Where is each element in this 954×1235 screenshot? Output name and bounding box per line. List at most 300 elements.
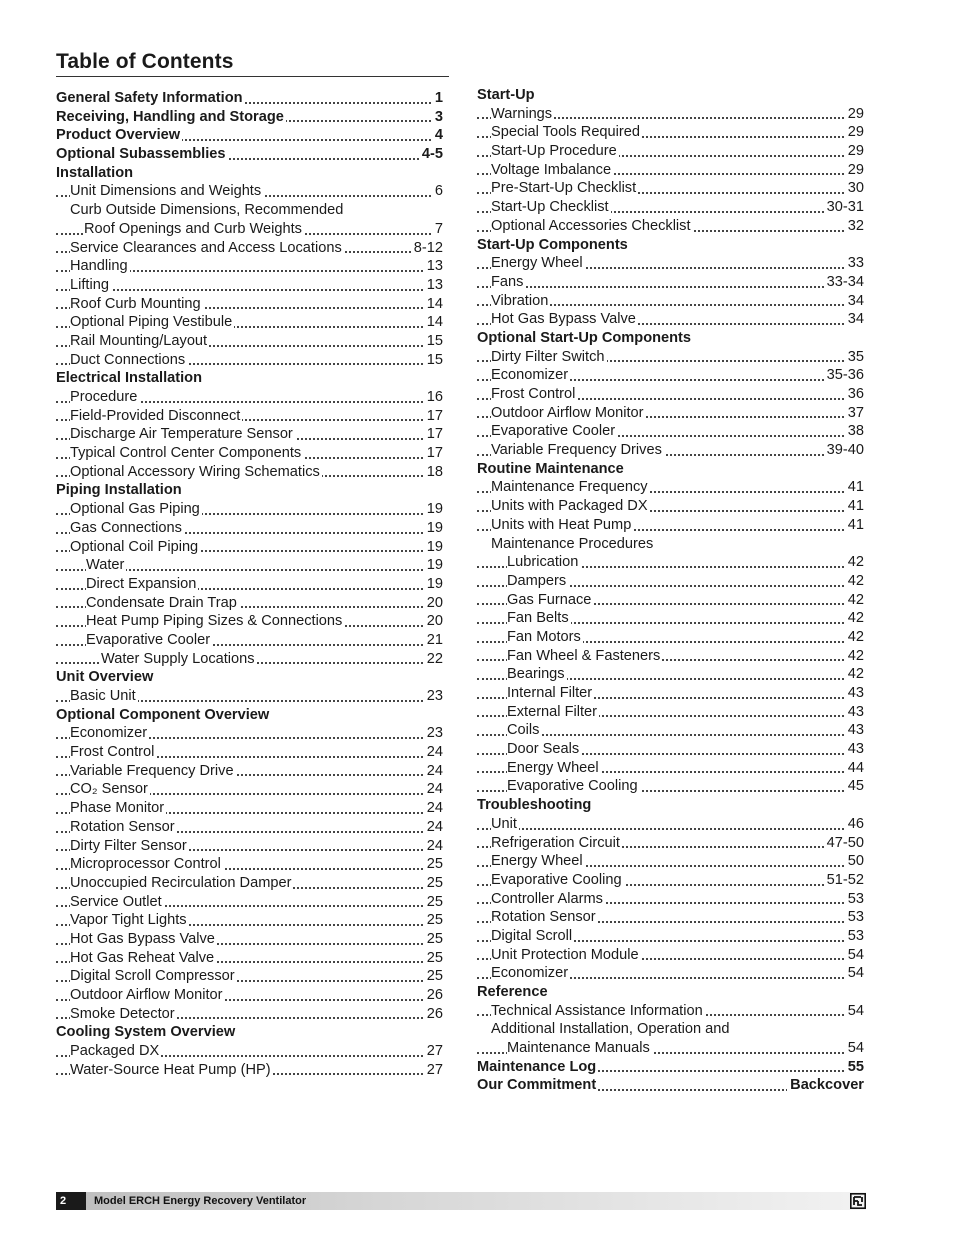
- toc-section-heading: [477, 329, 864, 348]
- toc-entry-label: Unit Dimensions and Weights: [70, 183, 262, 200]
- toc-entry-label: Optional Accessories Checklist: [491, 217, 691, 234]
- toc-entry-page: 42: [845, 609, 864, 628]
- toc-entry-label: Microprocessor Control: [70, 856, 221, 873]
- toc-entry-page: 41: [845, 516, 864, 535]
- toc-entry-label: Optional Accessory Wiring Schematics: [70, 463, 320, 480]
- toc-entry-label: Optional Start-Up Components: [477, 329, 692, 346]
- toc-entry[interactable]: [56, 594, 443, 613]
- toc-entry[interactable]: [477, 1002, 864, 1021]
- title-divider: [56, 76, 449, 77]
- toc-entry-label: Fan Wheel & Fasteners: [507, 647, 661, 664]
- toc-entry-page: 19: [424, 500, 443, 519]
- toc-entry[interactable]: [56, 874, 443, 893]
- toc-entry-label: Hot Gas Bypass Valve: [70, 930, 215, 947]
- toc-entry-label: Fan Belts: [507, 610, 569, 627]
- toc-entry-page: 23: [424, 724, 443, 743]
- toc-entry-page: 7: [432, 220, 443, 239]
- toc-entry[interactable]: [477, 647, 864, 666]
- toc-entry[interactable]: [477, 142, 864, 161]
- toc-entry[interactable]: [56, 519, 443, 538]
- toc-entry[interactable]: [477, 927, 864, 946]
- toc-entry-label: Discharge Air Temperature Sensor: [70, 426, 293, 443]
- toc-entry-label: Optional Piping Vestibule: [70, 314, 233, 331]
- toc-entry-page: 25: [424, 893, 443, 912]
- toc-entry-label: General Safety Information: [56, 90, 243, 106]
- toc-entry[interactable]: [56, 743, 443, 762]
- toc-entry-label: Roof Openings and Curb Weights: [84, 220, 302, 237]
- toc-entry-label: Start-Up: [477, 87, 535, 103]
- toc-entry-page: 34: [845, 292, 864, 311]
- toc-entry-label: Routine Maintenance: [477, 460, 624, 477]
- toc-entry-label: Coils: [507, 722, 540, 739]
- toc-entry[interactable]: [477, 964, 864, 983]
- toc-entry[interactable]: [56, 332, 443, 351]
- toc-entry-label: Service Clearances and Access Locations: [70, 239, 342, 256]
- toc-entry-label: Additional Installation, Operation and: [491, 1021, 730, 1038]
- page-footer: [56, 1192, 866, 1210]
- toc-entry-page: 4: [432, 126, 443, 145]
- toc-entry-page: 29: [845, 105, 864, 124]
- toc-entry-page: 38: [845, 422, 864, 441]
- toc-entry-label: Units with Heat Pump: [491, 516, 632, 533]
- toc-entry: [477, 535, 864, 554]
- toc-entry-label: Basic Unit: [70, 688, 136, 704]
- toc-entry[interactable]: [56, 220, 443, 239]
- toc-entry-page: 54: [845, 964, 864, 983]
- greenheck-logo-icon: [850, 1193, 866, 1209]
- toc-entry-label: Unit Overview: [56, 669, 154, 686]
- toc-entry-page: 25: [424, 874, 443, 893]
- toc-entry-label: Receiving, Handling and Storage: [56, 108, 284, 125]
- toc-section-heading[interactable]: [56, 108, 443, 127]
- toc-entry-label: Fans: [491, 273, 524, 290]
- toc-entry[interactable]: [56, 911, 443, 930]
- toc-entry-page: 20: [424, 612, 443, 631]
- toc-entry-label: Unoccupied Recirculation Damper: [70, 874, 292, 891]
- toc-entry-label: Handling: [70, 258, 128, 275]
- toc-entry-page: 21: [424, 631, 443, 650]
- toc-entry-page: 27: [424, 1042, 443, 1061]
- toc-entry-label: Dirty Filter Switch: [491, 348, 605, 365]
- toc-entry[interactable]: [477, 179, 864, 198]
- toc-entry[interactable]: [477, 703, 864, 722]
- toc-entry-page: 47-50: [824, 834, 864, 853]
- toc-entry-page: 3: [432, 108, 443, 127]
- toc-entry[interactable]: [56, 724, 443, 743]
- toc-entry-page: 54: [845, 946, 864, 965]
- toc-entry[interactable]: [477, 908, 864, 927]
- toc-entry-label: Evaporative Cooling: [491, 871, 622, 888]
- toc-entry-label: Gas Furnace: [507, 591, 592, 608]
- toc-entry[interactable]: [56, 239, 443, 258]
- toc-entry-page: 20: [424, 594, 443, 613]
- dot-leader: [477, 828, 864, 830]
- toc-entry-label: Bearings: [507, 666, 565, 683]
- toc-entry-label: Vibration: [491, 292, 549, 309]
- toc-entry-page: 53: [845, 908, 864, 927]
- toc-section-heading: [56, 481, 443, 500]
- toc-entry-page: 42: [845, 553, 864, 572]
- toc-section-heading: [56, 369, 443, 388]
- toc-entry-page: 54: [845, 1039, 864, 1058]
- toc-entry[interactable]: [477, 815, 864, 834]
- toc-entry-page: 55: [845, 1058, 864, 1077]
- toc-entry[interactable]: [56, 500, 443, 519]
- toc-entry-page: 25: [424, 911, 443, 930]
- toc-entry-page: 42: [845, 665, 864, 684]
- toc-entry-page: 42: [845, 628, 864, 647]
- toc-entry-label: Water: [86, 557, 125, 574]
- toc-entry-label: Maintenance Log: [477, 1058, 597, 1075]
- toc-entry-page: 15: [424, 332, 443, 351]
- toc-entry[interactable]: [477, 777, 864, 796]
- toc-entry[interactable]: [56, 182, 443, 201]
- toc-entry-label: Packaged DX: [70, 1043, 160, 1060]
- toc-entry-page: 14: [424, 313, 443, 332]
- toc-entry-page: 25: [424, 855, 443, 874]
- toc-entry-page: 24: [424, 780, 443, 799]
- toc-entry[interactable]: [477, 852, 864, 871]
- toc-entry-page: 37: [845, 404, 864, 423]
- toc-entry-page: 27: [424, 1061, 443, 1080]
- toc-entry-page: 51-52: [824, 871, 864, 890]
- toc-entry-page: 23: [424, 687, 443, 706]
- toc-entry-label: Our Commitment: [477, 1077, 597, 1094]
- toc-entry-page: 24: [424, 743, 443, 762]
- toc-entry-label: Rotation Sensor: [70, 818, 175, 835]
- toc-entry[interactable]: [56, 967, 443, 986]
- toc-entry-label: Energy Wheel: [491, 255, 583, 272]
- toc-entry-label: Energy Wheel: [507, 759, 599, 776]
- toc-entry[interactable]: [56, 1005, 443, 1024]
- toc-entry-page: 13: [424, 276, 443, 295]
- toc-entry-label: Economizer: [70, 725, 148, 742]
- toc-entry-label: Digital Scroll Compressor: [70, 968, 235, 985]
- toc-entry[interactable]: [56, 612, 443, 631]
- toc-entry[interactable]: [477, 946, 864, 965]
- toc-entry[interactable]: [56, 295, 443, 314]
- toc-entry: [56, 201, 443, 220]
- toc-entry[interactable]: [56, 650, 443, 669]
- toc-entry[interactable]: [56, 799, 443, 818]
- toc-entry[interactable]: [56, 818, 443, 837]
- toc-entry[interactable]: [477, 422, 864, 441]
- toc-entry-page: 24: [424, 837, 443, 856]
- page-title: Table of Contents: [56, 50, 234, 73]
- toc-entry-page: 22: [424, 650, 443, 669]
- toc-entry[interactable]: [477, 609, 864, 628]
- toc-section-heading: [477, 796, 864, 815]
- toc-entry: [477, 1020, 864, 1039]
- toc-entry-label: Water-Source Heat Pump (HP): [70, 1061, 271, 1078]
- footer-page-number: 2: [56, 1192, 86, 1210]
- toc-entry[interactable]: [56, 1042, 443, 1061]
- toc-entry-label: Maintenance Manuals: [507, 1040, 650, 1057]
- toc-entry-label: Refrigeration Circuit: [491, 834, 620, 851]
- toc-entry-label: Dampers: [507, 572, 567, 589]
- toc-entry[interactable]: [56, 407, 443, 426]
- toc-entry-page: 13: [424, 257, 443, 276]
- toc-entry[interactable]: [477, 890, 864, 909]
- toc-entry-label: Vapor Tight Lights: [70, 912, 187, 929]
- toc-entry-page: 25: [424, 967, 443, 986]
- toc-entry-page: 17: [424, 444, 443, 463]
- toc-entry-page: 50: [845, 852, 864, 871]
- toc-entry-label: Variable Frequency Drives: [491, 442, 662, 459]
- toc-entry-label: Evaporative Cooling: [507, 778, 638, 795]
- toc-section-heading[interactable]: [56, 126, 443, 145]
- toc-entry-label: External Filter: [507, 703, 598, 720]
- toc-entry-label: Roof Curb Mounting: [70, 295, 201, 312]
- toc-entry-label: Troubleshooting: [477, 797, 592, 814]
- toc-entry[interactable]: [56, 1061, 443, 1080]
- toc-entry-page: 29: [845, 142, 864, 161]
- toc-entry[interactable]: [56, 425, 443, 444]
- toc-entry-label: Rail Mounting/Layout: [70, 332, 208, 349]
- toc-entry[interactable]: [477, 497, 864, 516]
- toc-entry[interactable]: [477, 628, 864, 647]
- toc-entry-page: 30: [845, 179, 864, 198]
- toc-entry[interactable]: [56, 687, 443, 706]
- toc-entry-label: Hot Gas Bypass Valve: [491, 311, 636, 328]
- toc-entry[interactable]: [477, 161, 864, 180]
- toc-entry[interactable]: [477, 385, 864, 404]
- toc-entry-label: Procedure: [70, 389, 138, 405]
- toc-entry-label: Evaporative Cooler: [491, 423, 616, 440]
- toc-entry-label: Maintenance Procedures: [491, 535, 654, 552]
- toc-entry[interactable]: [477, 254, 864, 273]
- toc-entry-label: Lifting: [70, 276, 109, 293]
- toc-entry-label: Fan Motors: [507, 628, 581, 645]
- toc-entry-page: 33-34: [824, 273, 864, 292]
- toc-entry[interactable]: [477, 366, 864, 385]
- toc-entry-label: Hot Gas Reheat Valve: [70, 949, 215, 966]
- toc-entry[interactable]: [56, 837, 443, 856]
- toc-entry-page: 19: [424, 519, 443, 538]
- toc-entry-label: Evaporative Cooler: [86, 631, 211, 648]
- toc-entry-page: 42: [845, 591, 864, 610]
- toc-entry[interactable]: [477, 740, 864, 759]
- toc-entry-label: Duct Connections: [70, 351, 186, 368]
- toc-entry-label: Digital Scroll: [491, 927, 573, 944]
- toc-entry-page: 34: [845, 310, 864, 329]
- toc-entry-label: Unit: [491, 815, 517, 832]
- toc-entry-page: 14: [424, 295, 443, 314]
- toc-entry[interactable]: [477, 217, 864, 236]
- toc-entry[interactable]: [477, 310, 864, 329]
- toc-entry[interactable]: [56, 388, 443, 407]
- dot-leader: [477, 286, 864, 288]
- toc-entry-label: Direct Expansion: [86, 575, 197, 592]
- toc-section-heading: [56, 706, 443, 725]
- toc-entry[interactable]: [477, 441, 864, 460]
- toc-section-heading[interactable]: [477, 1058, 864, 1077]
- toc-entry[interactable]: [56, 257, 443, 276]
- toc-entry-page: 46: [845, 815, 864, 834]
- toc-entry[interactable]: [56, 949, 443, 968]
- toc-entry-label: Frost Control: [70, 744, 155, 761]
- toc-section-heading: [56, 164, 443, 183]
- toc-entry-page: 35-36: [824, 366, 864, 385]
- toc-entry[interactable]: [477, 591, 864, 610]
- toc-section-heading[interactable]: [56, 145, 443, 164]
- toc-entry-label: Curb Outside Dimensions, Recommended: [70, 202, 344, 219]
- toc-entry[interactable]: [477, 105, 864, 124]
- dot-leader: [56, 289, 443, 291]
- toc-section-heading: [477, 983, 864, 1002]
- toc-section-heading: [477, 86, 864, 105]
- toc-entry-label: Units with Packaged DX: [491, 498, 648, 515]
- toc-entry-label: Electrical Installation: [56, 370, 202, 387]
- toc-entry-page: 29: [845, 123, 864, 142]
- toc-entry-label: CO₂ Sensor: [70, 781, 148, 798]
- toc-section-heading: [477, 460, 864, 479]
- toc-entry-label: Cooling System Overview: [56, 1024, 236, 1041]
- toc-entry[interactable]: [477, 292, 864, 311]
- toc-entry[interactable]: [477, 198, 864, 217]
- toc-entry[interactable]: [56, 575, 443, 594]
- toc-entry-label: Reference: [477, 984, 548, 1000]
- toc-entry[interactable]: [477, 759, 864, 778]
- toc-left-column: [56, 89, 443, 1079]
- toc-entry[interactable]: [477, 404, 864, 423]
- toc-entry[interactable]: [477, 721, 864, 740]
- toc-entry[interactable]: [477, 123, 864, 142]
- toc-entry[interactable]: [477, 553, 864, 572]
- toc-entry[interactable]: [477, 665, 864, 684]
- toc-entry-label: Start-Up Components: [477, 236, 628, 253]
- toc-entry[interactable]: [477, 273, 864, 292]
- toc-entry-label: Internal Filter: [507, 685, 593, 701]
- toc-entry-page: 26: [424, 986, 443, 1005]
- toc-entry[interactable]: [477, 684, 864, 703]
- toc-entry-page: 25: [424, 949, 443, 968]
- toc-entry-page: 17: [424, 425, 443, 444]
- toc-entry[interactable]: [477, 478, 864, 497]
- footer-model-text: Model ERCH Energy Recovery Ventilator: [94, 1195, 307, 1207]
- toc-entry-page: 43: [845, 721, 864, 740]
- toc-entry-page: 39-40: [824, 441, 864, 460]
- toc-entry-label: Outdoor Airflow Monitor: [70, 987, 223, 1003]
- toc-entry[interactable]: [477, 1039, 864, 1058]
- toc-entry-label: Lubrication: [507, 554, 579, 571]
- toc-entry-label: Energy Wheel: [491, 853, 583, 870]
- toc-entry-label: Optional Subassemblies: [56, 146, 226, 163]
- toc-entry-page: 36: [845, 385, 864, 404]
- toc-entry-page: 42: [845, 572, 864, 591]
- toc-entry-page: 4-5: [419, 145, 443, 164]
- toc-entry[interactable]: [56, 893, 443, 912]
- toc-entry[interactable]: [56, 463, 443, 482]
- toc-entry-page: 30-31: [824, 198, 864, 217]
- toc-entry-label: Water Supply Locations: [101, 650, 255, 667]
- toc-entry-label: Start-Up Checklist: [491, 199, 609, 216]
- toc-entry[interactable]: [477, 516, 864, 535]
- toc-entry[interactable]: [56, 276, 443, 295]
- toc-section-heading: [477, 236, 864, 255]
- toc-entry[interactable]: [477, 572, 864, 591]
- toc-entry-page: 35: [845, 348, 864, 367]
- toc-entry-page: 25: [424, 930, 443, 949]
- toc-entry-label: Economizer: [491, 965, 569, 982]
- toc-entry-page: 41: [845, 497, 864, 516]
- toc-entry-label: Optional Gas Piping: [70, 501, 200, 518]
- toc-entry-label: Special Tools Required: [491, 124, 641, 141]
- toc-entry-page: 19: [424, 538, 443, 557]
- toc-entry-label: Installation: [56, 164, 134, 181]
- toc-entry-page: 15: [424, 351, 443, 370]
- toc-entry-page: 54: [845, 1002, 864, 1021]
- toc-entry-page: 26: [424, 1005, 443, 1024]
- toc-entry-page: 1: [432, 89, 443, 108]
- toc-entry-page: 18: [424, 463, 443, 482]
- toc-entry[interactable]: [56, 538, 443, 557]
- toc-entry-page: 43: [845, 740, 864, 759]
- toc-entry-label: Variable Frequency Drive: [70, 762, 234, 779]
- toc-entry-label: Product Overview: [56, 127, 181, 144]
- toc-entry-page: 24: [424, 799, 443, 818]
- toc-section-heading[interactable]: [56, 89, 443, 108]
- toc-entry-label: Start-Up Procedure: [491, 143, 617, 160]
- toc-entry-label: Field-Provided Disconnect: [70, 407, 241, 424]
- toc-entry-label: Condensate Drain Trap: [86, 594, 237, 611]
- toc-entry-label: Outdoor Airflow Monitor: [491, 404, 644, 421]
- toc-entry-page: 33: [845, 254, 864, 273]
- toc-entry-label: Gas Connections: [70, 519, 182, 536]
- toc-entry-label: Controller Alarms: [491, 890, 603, 907]
- toc-entry-page: 53: [845, 890, 864, 909]
- toc-entry[interactable]: [56, 986, 443, 1005]
- toc-entry-label: Piping Installation: [56, 482, 182, 499]
- toc-entry-label: Door Seals: [507, 741, 580, 758]
- toc-entry[interactable]: [56, 351, 443, 370]
- toc-entry-label: Dirty Filter Sensor: [70, 837, 187, 854]
- toc-entry[interactable]: [56, 631, 443, 650]
- toc-entry-page: 29: [845, 161, 864, 180]
- toc-entry-page: 19: [424, 575, 443, 594]
- toc-entry-page: 6: [432, 182, 443, 201]
- toc-entry[interactable]: [56, 313, 443, 332]
- toc-entry[interactable]: [56, 780, 443, 799]
- toc-entry-page: 32: [845, 217, 864, 236]
- toc-entry[interactable]: [56, 556, 443, 575]
- toc-entry-label: Warnings: [491, 105, 553, 122]
- toc-entry-page: 53: [845, 927, 864, 946]
- toc-entry-label: Optional Component Overview: [56, 706, 270, 723]
- toc-entry[interactable]: [477, 871, 864, 890]
- toc-entry-page: 19: [424, 556, 443, 575]
- toc-entry[interactable]: [56, 762, 443, 781]
- toc-entry-label: Voltage Imbalance: [491, 161, 612, 178]
- toc-entry[interactable]: [56, 855, 443, 874]
- toc-entry[interactable]: [56, 930, 443, 949]
- toc-entry-label: Heat Pump Piping Sizes & Connections: [86, 613, 343, 630]
- toc-entry[interactable]: [477, 348, 864, 367]
- toc-entry-page: 24: [424, 818, 443, 837]
- toc-entry-page: 43: [845, 703, 864, 722]
- toc-entry-page: 8-12: [411, 239, 443, 258]
- toc-entry[interactable]: [477, 834, 864, 853]
- toc-entry-label: Pre-Start-Up Checklist: [491, 180, 637, 197]
- toc-entry-label: Smoke Detector: [70, 1005, 175, 1022]
- toc-section-heading: [56, 668, 443, 687]
- toc-entry-label: Technical Assistance Information: [491, 1002, 703, 1019]
- toc-entry-label: Economizer: [491, 367, 569, 384]
- toc-entry-label: Optional Coil Piping: [70, 538, 199, 555]
- toc-entry-page: 24: [424, 762, 443, 781]
- toc-entry[interactable]: [56, 444, 443, 463]
- toc-section-heading[interactable]: [477, 1076, 864, 1095]
